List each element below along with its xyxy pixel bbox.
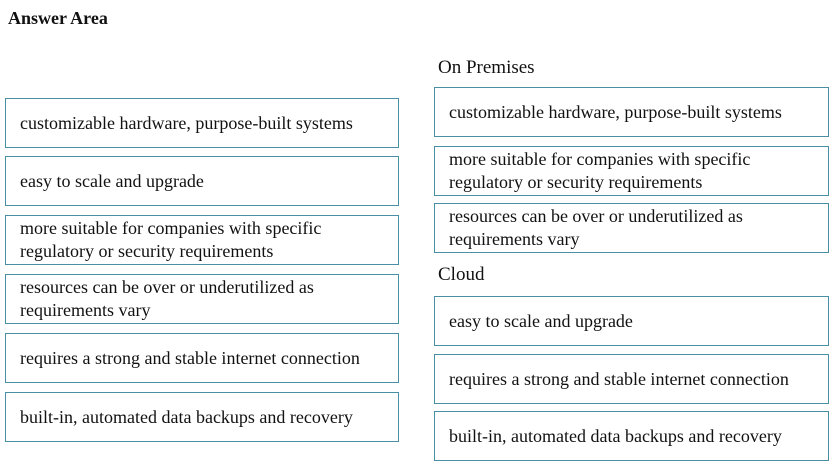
on-premises-slot-3[interactable]: resources can be over or underutilized as requirements vary: [434, 203, 829, 253]
source-item-regulatory-requirements[interactable]: more suitable for companies with specific regulatory or security requirements: [5, 215, 399, 265]
cloud-slot-1[interactable]: easy to scale and upgrade: [434, 296, 829, 346]
on-premises-slot-2[interactable]: more suitable for companies with specific regulatory or security requirements: [434, 146, 829, 196]
source-item-resources-utilization[interactable]: resources can be over or underutilized as requirements vary: [5, 274, 399, 324]
source-item-data-backups[interactable]: built-in, automated data backups and recovery: [5, 392, 399, 442]
on-premises-label: On Premises: [438, 57, 535, 78]
cloud-label: Cloud: [438, 264, 485, 285]
on-premises-slot-1[interactable]: customizable hardware, purpose-built systems: [434, 87, 829, 137]
source-item-internet-connection[interactable]: requires a strong and stable internet connection: [5, 333, 399, 383]
source-item-customizable-hardware[interactable]: customizable hardware, purpose-built systems: [5, 98, 399, 148]
cloud-slot-3[interactable]: built-in, automated data backups and recovery: [434, 411, 829, 461]
cloud-slot-2[interactable]: requires a strong and stable internet connection: [434, 354, 829, 404]
answer-area-title: Answer Area: [8, 8, 108, 28]
source-item-easy-to-scale[interactable]: easy to scale and upgrade: [5, 156, 399, 206]
